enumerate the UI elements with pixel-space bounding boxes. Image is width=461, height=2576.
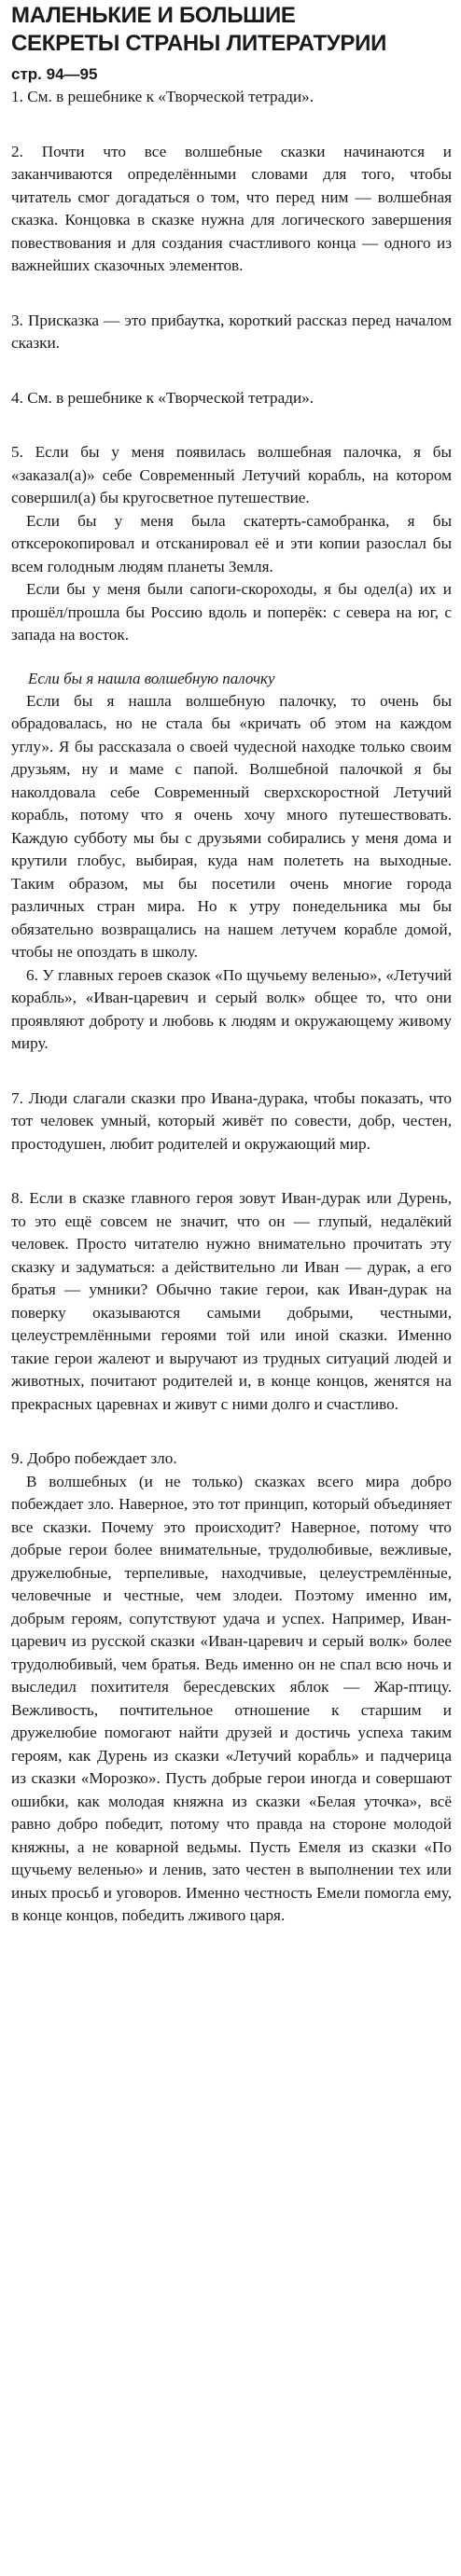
answer-5-part-1: 5. Если бы у меня появилась волшебная палочка, я бы «заказал(а)» себе Современный Летучий корабль, на котором совершил(а) бы кругосветное путешествие. bbox=[11, 443, 452, 506]
answer-9-text: В волшебных (и не только) сказках всего мира добро побеждает зло. Наверное, это тот принцип, который объединяет все сказки. Почему это происходит? Наверное, потому что добрые герои более внимательные, трудолюбивые, вежливые, дружелюбные, терпеливые, находчивые, целеустремлённые, человечные и честные, чем злодеи. Поэтому именно им, добрым героям, сопутствуют удача и успех. Например, Иван-царевич из русской сказки «Иван-царевич и серый волк» более трудолюбивый, чем братья. Ведь именно он не спал всю ночь и выследил похитителя бересдевских яблок — Жар-птицу. Вежливость, почтительное отношение к старшим и дружелюбие помогают найти друзей и достичь успеха таким героям, как Дурень из сказки «Летучий корабль» и падчерица из сказки «Морозко». Пусть добрые герои иногда и совершают ошибки, как молодая княжна из сказки «Белая уточка», всё равно добро победит, потому что правда на стороне молодой княжны, а не коварной ведьмы. Пусть Емеля из сказки «По щучьему веленью» и ленив, зато честен в выполнении тех или иных просьб и уговоров. Именно честность Емели помогла ему, в конце концов, победить лживого царя. bbox=[11, 1472, 452, 1924]
answer-3: 3. Присказка — это прибаутка, короткий рассказ перед началом сказки. bbox=[11, 311, 452, 352]
answer-1: 1. См. в решебнике к «Творческой тетради». bbox=[11, 88, 314, 105]
answer-6: 6. У главных героев сказок «По щучьему веленью», «Летучий корабль», «Иван-царевич и серый волк» общее то, что они проявляют доброту и любовь к людям и окружающему живому миру. bbox=[11, 965, 452, 1052]
answer-2: 2. Почти что все волшебные сказки начинаются и заканчиваются определёнными словами для того, чтобы читатель смог догадаться о том, что перед ним — волшебная сказка. Концовка в сказке нужна для логического завершения повествования и для создания счастливого конца — одного из важнейших сказочных элементов. bbox=[11, 142, 452, 274]
answer-7: 7. Люди слагали сказки про Ивана-дурака, чтобы показать, что тот человек умный, который живёт по совести, добр, честен, простодушен, любит родителей и окружающий мир. bbox=[11, 1088, 452, 1153]
essay-heading: Если бы я нашла волшебную палочку bbox=[28, 669, 275, 687]
answer-8: 8. Если в сказке главного героя зовут Иван-дурак или Дурень, то это ещё совсем не значит, что он — глупый, недалёкий человек. Просто читателю нужно внимательно прочитать эту сказку и задуматься: а действительно ли Иван — дурак, а его братья — умники? Обычно такие герои, как Иван-дурак на поверку оказываются самыми добрыми, честными, целеустремлёнными героями той или иной сказки. Именно такие герои жалеют и выручают из трудных ситуаций людей и животных, почитают родителей и, в конце концов, женятся на прекрасных царевнах и живут с ними долго и счастливо. bbox=[11, 1189, 452, 1413]
page-title: МАЛЕНЬКИЕ И БОЛЬШИЕ СЕКРЕТЫ СТРАНЫ ЛИТЕРАТУРИИ bbox=[11, 3, 387, 56]
answer-4: 4. См. в решебнике к «Творческой тетради». bbox=[11, 388, 314, 407]
essay-text: Если бы я нашла волшебную палочку, то очень бы обрадовалась, но не стала бы «кричать об этом на каждом углу». Я бы рассказала о своей чудесной находке только своим друзьям, ну и маме с папой. Волшебной палочкой я бы наколдовала себе Современный сверхскоростной Летучий корабль, потому что я очень хочу много путешествовать. Каждую субботу мы бы с друзьями собирались у меня дома и крутили глобус, выбирая, куда нам полететь на выходные. Таким образом, мы бы посетили очень многие города различных стран мира. Но к утру понедельника мы бы обязательно возвращались на нашем летучем корабле домой, чтобы не опоздать в школу. bbox=[11, 691, 452, 961]
answer-9-heading: 9. Добро побеждает зло. bbox=[11, 1449, 177, 1467]
page-range: стр. 94—95 bbox=[11, 65, 98, 83]
answer-5-part-2: Если бы у меня была скатерть-самобранка, я бы отксерокопировал и отсканировал её и эти копии разослал бы всем голодным людям планеты Земля. bbox=[11, 511, 452, 575]
answer-5-part-3: Если бы у меня были сапоги-скороходы, я бы одел(а) их и прошёл/прошла бы Россию вдоль и поперёк: с севера на юг, с запада на восток. bbox=[11, 580, 452, 644]
